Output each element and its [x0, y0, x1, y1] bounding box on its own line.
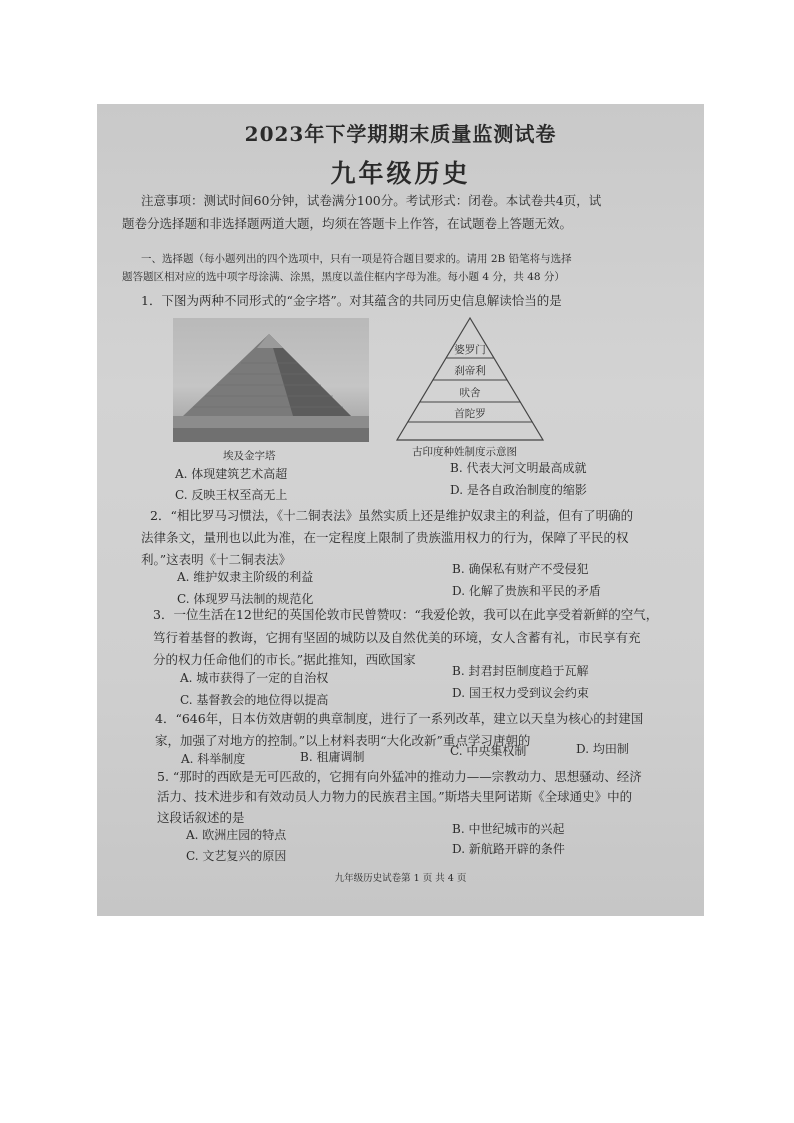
egyptian-pyramid-photo — [173, 318, 369, 442]
exam-subject: 九年级历史 — [330, 159, 471, 188]
q2-line-3: 利。”这表明《十二铜表法》 — [141, 552, 292, 567]
section1-heading-line-2: 题答题区相对应的选中项字母涂满、涂黑，黑度以盖住框内字母为准。每小题 4 分，共 48 分） — [122, 271, 565, 283]
q3-line-2: 笃行着基督的教诲，它拥有坚固的城防以及自然优美的环境，女人含蓄有礼，市民享有充 — [153, 630, 641, 645]
caste-level-vaishya: 吠舍 — [459, 387, 481, 399]
q3-option-a: A. 城市获得了一定的自治权 — [180, 671, 329, 685]
q5-line-2: 活力、技术进步和有效动员人力物力的民族君主国。”斯塔夫里阿诺斯《全球通史》中的 — [157, 789, 633, 804]
q2-option-b: B. 确保私有财产不受侵犯 — [452, 562, 589, 576]
q1-option-b: B. 代表大河文明最高成就 — [450, 461, 587, 475]
q5-option-d: D. 新航路开辟的条件 — [452, 842, 565, 856]
q3-line-1: 3．一位生活在12世纪的英国伦敦市民曾赞叹：“我爱伦敦，我可以在此享受着新鲜的空气， — [153, 607, 659, 622]
q1-option-d: D. 是各自政治制度的缩影 — [450, 483, 587, 497]
q4-option-d: D. 均田制 — [576, 742, 629, 756]
exam-paper — [97, 104, 704, 916]
q5-line-3: 这段话叙述的是 — [157, 810, 245, 825]
q1-option-a: A. 体现建筑艺术高超 — [175, 467, 288, 481]
notice-line-2: 题卷分选择题和非选择题两道大题，均须在答题卡上作答，在试题卷上答题无效。 — [122, 216, 573, 231]
q1-stem: 1．下图为两种不同形式的“金字塔”。对其蕴含的共同历史信息解读恰当的是 — [141, 293, 562, 308]
q2-line-1: 2．“相比罗马习惯法，《十二铜表法》虽然实质上还是维护奴隶主的利益，但有了明确的 — [150, 508, 634, 523]
caste-level-brahmin: 婆罗门 — [454, 344, 486, 356]
q2-option-c: C. 体现罗马法制的规范化 — [177, 592, 314, 606]
q2-option-a: A. 维护奴隶主阶级的利益 — [177, 570, 314, 584]
q3-option-b: B. 封君封臣制度趋于瓦解 — [452, 664, 589, 678]
section1-heading-line-1: 一、选择题（每小题列出的四个选项中，只有一项是符合题目要求的。请用 2B 铅笔将与选择 — [141, 253, 572, 265]
q5-line-1: 5. “那时的西欧是无可匹敌的，它拥有向外猛冲的推动力——宗教动力、思想骚动、经济 — [157, 769, 642, 784]
q5-option-a: A. 欧洲庄园的特点 — [186, 828, 287, 842]
q1-option-c: C. 反映王权至高无上 — [175, 488, 288, 502]
q4-option-b: B. 租庸调制 — [300, 750, 365, 764]
q3-option-d: D. 国王权力受到议会约束 — [452, 686, 589, 700]
q3-option-c: C. 基督教会的地位得以提高 — [180, 693, 329, 707]
q5-option-c: C. 文艺复兴的原因 — [186, 849, 287, 863]
figure-caption-caste: 古印度种姓制度示意图 — [412, 446, 517, 458]
q4-option-a: A. 科举制度 — [181, 752, 246, 766]
q2-line-2: 法律条文，量刑也以此为准，在一定程度上限制了贵族滥用权力的行为，保障了平民的权 — [141, 530, 629, 545]
q5-option-b: B. 中世纪城市的兴起 — [452, 822, 565, 836]
page-footer: 九年级历史试卷第 1 页 共 4 页 — [334, 873, 467, 884]
caste-level-shudra: 首陀罗 — [454, 408, 486, 420]
q2-option-d: D. 化解了贵族和平民的矛盾 — [452, 584, 601, 598]
notice-line-1: 注意事项：测试时间60分钟，试卷满分100分。考试形式：闭卷。本试卷共4页，试 — [141, 193, 602, 208]
q4-line-1: 4．“646年，日本仿效唐朝的典章制度，进行了一系列改革，建立以天皇为核心的封建国 — [155, 711, 644, 726]
figure-caption-egypt: 埃及金字塔 — [223, 450, 276, 462]
caste-level-kshatriya: 刹帝利 — [454, 365, 486, 377]
exam-title: 2023年下学期期末质量监测试卷 — [244, 122, 557, 146]
caste-pyramid-diagram — [395, 316, 545, 442]
q3-line-3: 分的权力任命他们的市长。”据此推知，西欧国家 — [153, 652, 416, 667]
q4-line-2: 家，加强了对地方的控制。”以上材料表明“大化改新”重点学习唐朝的 — [155, 733, 531, 748]
q4-option-c: C. 中央集权制 — [450, 744, 527, 758]
